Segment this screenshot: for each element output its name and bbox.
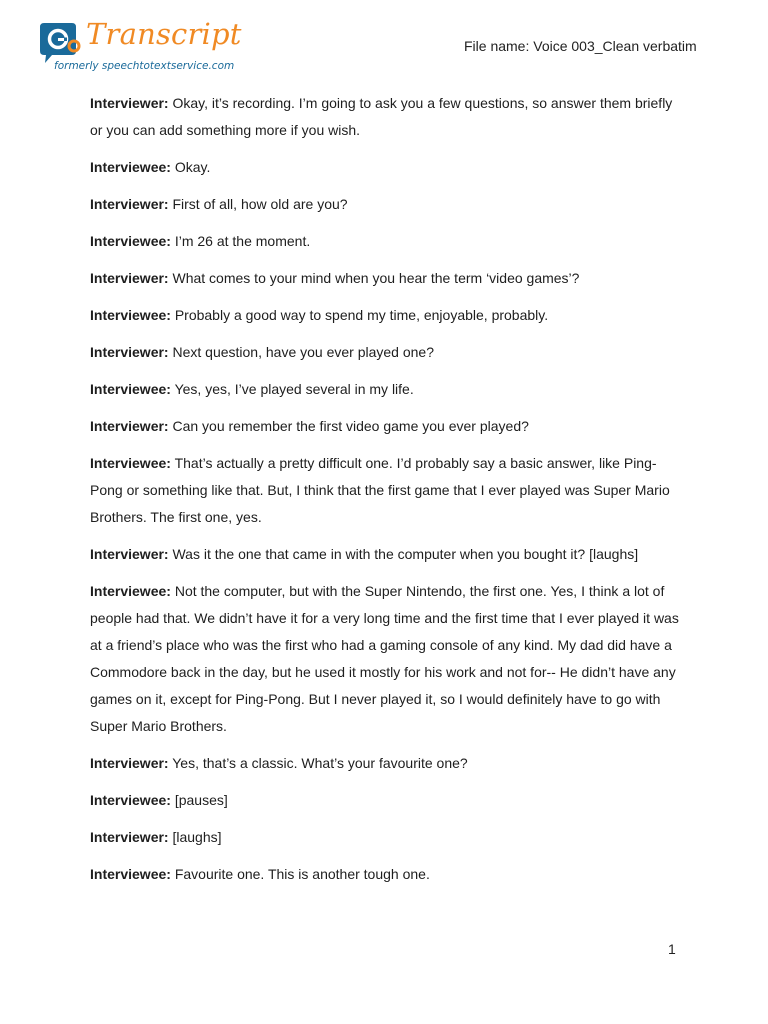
transcript-paragraph bbox=[90, 578, 680, 740]
transcript-paragraph bbox=[90, 302, 680, 329]
speaker-label: Interviewer: bbox=[90, 344, 169, 360]
transcript-paragraph bbox=[90, 265, 680, 292]
transcript-paragraph bbox=[90, 787, 680, 814]
speaker-label: Interviewer: bbox=[90, 95, 169, 111]
speaker-label: Interviewer: bbox=[90, 270, 169, 286]
utterance-text: Yes, yes, I’ve played several in my life. bbox=[174, 381, 414, 397]
logo-subtitle: formerly speechtotextservice.com bbox=[54, 60, 235, 72]
transcript-body bbox=[90, 90, 680, 898]
utterance-text: [pauses] bbox=[174, 792, 228, 808]
speaker-label: Interviewer: bbox=[90, 546, 169, 562]
speaker-label: Interviewer: bbox=[90, 829, 169, 845]
utterance-text: Not the computer, but with the Super Nintendo, the first one. Yes, I think a lot of people had that. We didn’t have it for a very long time and the first time that I ever played it was at a friend’s place who was the first who had a gaming console of any kind. My dad did have a Commodore back in the day, but he used it mostly for his work and not for-- He didn’t have any games on it, except for Ping-Pong. But I never played it, so I would definitely have to go with Super Mario Brothers. bbox=[90, 583, 679, 734]
utterance-text: That’s actually a pretty difficult one. I’d probably say a basic answer, like Ping-Pong or something like that. But, I think that the first game that I ever played was Super Mario Brothers. The first one, yes. bbox=[90, 455, 670, 525]
speaker-label: Interviewee: bbox=[90, 159, 171, 175]
transcript-paragraph bbox=[90, 339, 680, 366]
file-name-label: File name: Voice 003_Clean verbatim bbox=[464, 38, 697, 54]
transcript-paragraph bbox=[90, 541, 680, 568]
utterance-text: What comes to your mind when you hear the term ‘video games’? bbox=[172, 270, 580, 286]
transcript-paragraph bbox=[90, 376, 680, 403]
logo-wordmark: Transcript bbox=[86, 17, 242, 51]
transcript-paragraph bbox=[90, 824, 680, 851]
utterance-text: Was it the one that came in with the computer when you bought it? [laughs] bbox=[172, 546, 639, 562]
utterance-text: Okay. bbox=[174, 159, 211, 175]
speaker-label: Interviewer: bbox=[90, 196, 169, 212]
speaker-label: Interviewer: bbox=[90, 755, 169, 771]
transcript-paragraph bbox=[90, 191, 680, 218]
utterance-text: [laughs] bbox=[172, 829, 222, 845]
page-header bbox=[36, 18, 716, 78]
speaker-label: Interviewee: bbox=[90, 381, 171, 397]
transcript-paragraph bbox=[90, 90, 680, 144]
speaker-label: Interviewee: bbox=[90, 583, 171, 599]
transcript-paragraph bbox=[90, 750, 680, 777]
speaker-label: Interviewee: bbox=[90, 455, 171, 471]
speaker-label: Interviewer: bbox=[90, 418, 169, 434]
utterance-text: Yes, that’s a classic. What’s your favourite one? bbox=[172, 755, 468, 771]
speaker-label: Interviewee: bbox=[90, 792, 171, 808]
transcript-paragraph bbox=[90, 154, 680, 181]
speaker-label: Interviewee: bbox=[90, 233, 171, 249]
utterance-text: Probably a good way to spend my time, enjoyable, probably. bbox=[174, 307, 549, 323]
speaker-label: Interviewee: bbox=[90, 307, 171, 323]
utterance-text: Favourite one. This is another tough one. bbox=[174, 866, 430, 882]
transcript-paragraph bbox=[90, 228, 680, 255]
transcript-paragraph bbox=[90, 413, 680, 440]
transcript-paragraph bbox=[90, 861, 680, 888]
utterance-text: First of all, how old are you? bbox=[172, 196, 348, 212]
utterance-text: Okay, it’s recording. I’m going to ask you a few questions, so answer them briefly or you can add something more if you wish. bbox=[90, 95, 673, 138]
utterance-text: Can you remember the first video game you ever played? bbox=[172, 418, 529, 434]
utterance-text: I’m 26 at the moment. bbox=[174, 233, 311, 249]
speaker-label: Interviewee: bbox=[90, 866, 171, 882]
transcript-paragraph bbox=[90, 450, 680, 531]
utterance-text: Next question, have you ever played one? bbox=[172, 344, 434, 360]
gotranscript-logo bbox=[36, 18, 266, 78]
page-number: 1 bbox=[668, 941, 676, 957]
